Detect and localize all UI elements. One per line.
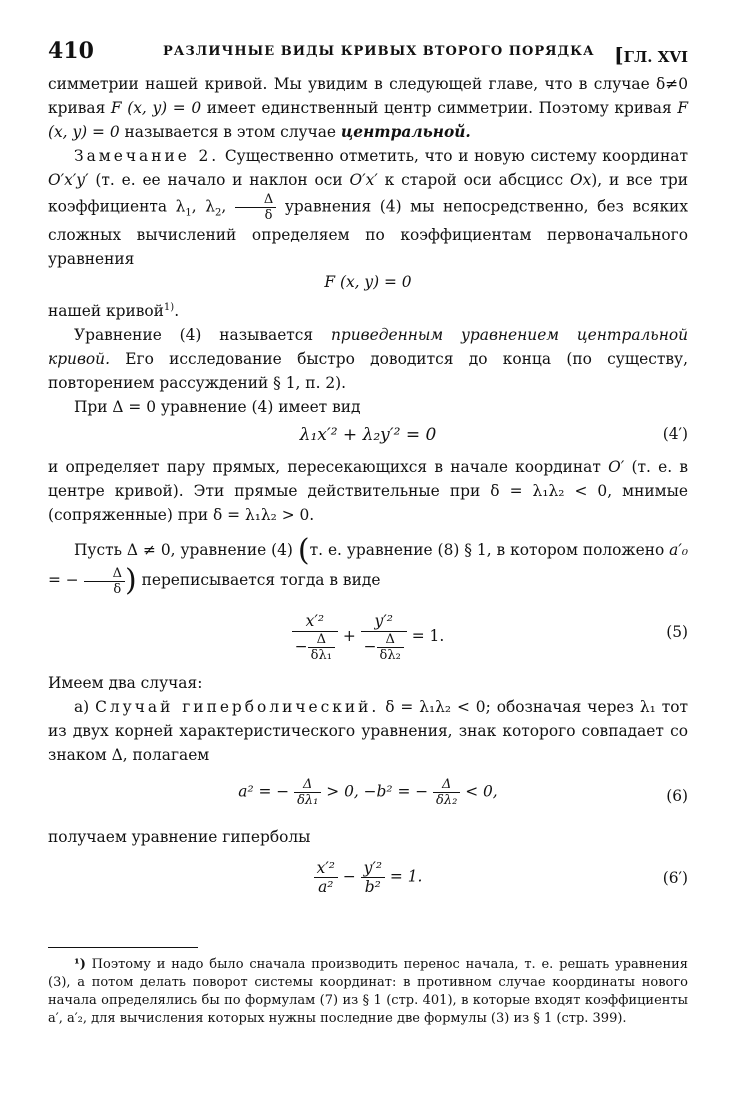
equation-5: x′² − $\frac{\Delta}{\text{δλ₁}}$ + y′² − $\frac{\Delta}{\text{δλ₂}}$ = 1. (5): [48, 603, 688, 667]
paragraph-6: и определяет пару прямых, пересекающихся в начале координат O′ (т. е. в центре кривой). Эти прямые действительные при δ = λ₁λ₂ < 0, мнимые (сопряженные) при δ = λ₁λ₂ > 0.: [48, 458, 688, 524]
book-page: [48, 38, 688, 1028]
footnote-mark: ¹): [74, 956, 86, 972]
page-header: [48, 38, 688, 72]
paragraph-9: а) Случай гиперболический. δ = λ₁λ₂ < 0; обозначая через λ₁ тот из двух корней характеристического уравнения, знак которого совпадает со знаком Δ, полагаем: [48, 697, 688, 764]
equation-6-prime: $\frac{\text{x′²}}{\text{a²}}$ − $\frac{\text{y′²}}{\text{b²}}$ = 1. (6′): [48, 855, 688, 911]
equation-4-prime: λ₁x′² + λ₂y′² = 0 (4′): [299, 425, 688, 445]
equation-tag: (6′): [662, 868, 688, 887]
equation-tag: (6): [666, 786, 688, 805]
paragraph-7: Пусть Δ ≠ 0, уравнение (4) (т. е. уравнение (8) § 1, в котором положено a′₀ = − $\frac{\Delta}{\delta}$ ) переписывается тогда в виде: [48, 533, 689, 598]
chapter-label: [ГЛ. XVI: [614, 43, 688, 67]
equation-F: F (x, y) = 0: [324, 273, 412, 291]
paragraph-8: Имеем два случая:: [48, 673, 203, 692]
footnote: [48, 956, 688, 1028]
running-title: РАЗЛИЧНЫЕ ВИДЫ КРИВЫХ ВТОРОГО ПОРЯДКА: [163, 44, 595, 59]
paragraph-10: получаем уравнение гиперболы: [48, 827, 311, 846]
footnote-text: Поэтому и надо было сначала производить перенос начала, т. е. решать уравнения (3), а потом делать поворот системы координат: в противном случае координаты нового начала определялись бы по формулам (7) из § 1 (стр. 401), в которые входят коэффициенты a′, a′₂, для вычисления которых нужны последние две формулы (3) из § 1 (стр. 399).: [48, 956, 688, 1026]
remark-label: Замечание 2.: [74, 147, 220, 165]
paragraph-4: Уравнение (4) называется приведенным уравнением центральной кривой. Его исследование быстро доводится до конца (по существу, повторением рассуждений § 1, п. 2).: [48, 326, 689, 392]
remark-2-paragraph: Замечание 2. Существенно отметить, что и новую систему координат O′x′y′ (т. е. ее начало и наклон оси O′x′ к старой оси абсцисс Ox), и все три коэффициента $\lambda_1$, $\lambda_2$, $\frac{\Delta}{\delta}$ уравнения (4) мы непосредственно, без всяких сложных вычислений определяем по коэффициентам первоначального уравнения: [48, 147, 688, 268]
footnote-ref: 1): [163, 301, 175, 313]
equation-tag: (5): [666, 622, 688, 641]
equation-tag: (4′): [662, 425, 688, 443]
page-number: 410: [48, 38, 94, 64]
paragraph-1: симметрии нашей кривой. Мы увидим в следующей главе, что в случае δ≠0 кривая F (x, y) = 0 имеет единственный центр симметрии. Поэтому кривая F (x, y) = 0 называется в этом случае центральной.: [48, 75, 688, 141]
equation-6: a² = − $\frac{\Delta}{\text{δλ₁}}$ > 0, −b² = − $\frac{\Delta}{\text{δλ₂}}$ < 0, (6): [238, 776, 688, 808]
paragraph-3: нашей кривой$^{1)}$.: [48, 301, 180, 320]
footnote-divider: [48, 947, 198, 948]
paragraph-5: При Δ = 0 уравнение (4) имеет вид: [74, 398, 361, 416]
